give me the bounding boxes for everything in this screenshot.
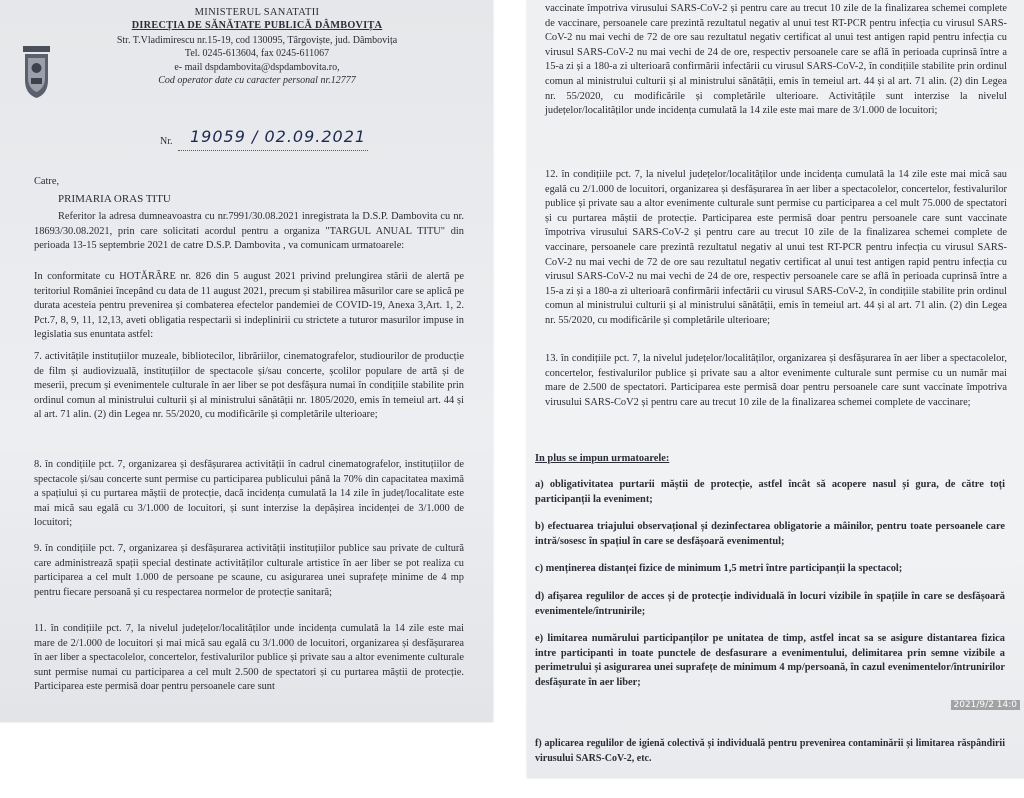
paragraph-intro: Referitor la adresa dumneavoastra cu nr.7991/30.08.2021 inregistrata la D.S.P. Dambovita cu nr. 18693/30.08.2021, prin care solicitati acordul pentru a organiza "TARGUL ANUAL TITU" din perioada 13-15 septembrie 2021 de catre D.S.P. Dambovita , va comunicam urmatoarele: bbox=[34, 211, 464, 252]
registration-number bbox=[160, 128, 380, 156]
paragraph-point-13: 13. în condițiile pct. 7, la nivelul județelor/localităților, organizarea și desfășurarea în aer liber a spectacolelor, concertelor, festivalurilor publice și private sau a altor evenimente culturale sunt permise cu un număr mai mare de 2.500 de spectatori. Participarea este permisă doar pentru persoanele care sunt vaccinate împotriva virusului SARS-CoV2 și pentru care au trecut 10 zile de la finalizarea schemei complete de vaccinare; bbox=[545, 353, 1007, 408]
document-page-right bbox=[527, 0, 1024, 778]
paragraph-point-11-continued: vaccinate împotriva virusului SARS-CoV-2 și pentru care au trecut 10 zile de la finalizarea schemei complete de vaccinare, persoanele care prezintă rezultatul negativ al unui test RT-PCR pentru infecția cu virusul SARS-CoV-2 nu mai vechi de 72 de ore sau rezultatul negativ certificat al unui test antigen rapid pentru infecția cu virusul SARS-CoV-2 nu mai vechi de 24 de ore, respectiv persoanele care se află în perioada cuprinsă între a 15-a zi și a 180-a zi ulterioară confirmării infectării cu virusul SARS-CoV-2, în condițiile stabilite prin ordinul comun al ministrului culturii și al ministrului sănătății, emis în temeiul art. 44 și al art. 71 alin. (2) din Legea nr. 55/2020, cu modificările și completările ulterioare. Activitățile sunt interzise la nivelul județelor/localităților unde incidența cumulată la 14 zile este mai mare de 3/1.000 de locuitori; bbox=[545, 3, 1007, 117]
paragraph-point-8: 8. în condițiile pct. 7, organizarea și desfășurarea activității în cadrul cinematografelor, instituțiilor de spectacole și/sau concerte sunt permise cu participarea publicului până la 70% din capacitatea maximă a spațiului și cu purtarea măștii de protecție, dacă incidența cumulată la 14 zile în județ/localitate este mai mică sau egală cu 3/1.000 de locuitori, și sunt interzise la depășirea incidenței de 3/1.000 de locuitori; bbox=[34, 459, 464, 529]
nr-handwritten-value: 19059 / 02.09.2021 bbox=[190, 127, 367, 146]
measure-d: d) afișarea regulilor de acces și de protecție individuală în locuri vizibile în spațiile în care se desfășoară evenimentele/întrunirile; bbox=[535, 591, 1005, 617]
directorate-name: DIRECȚIA DE SĂNĂTATE PUBLICĂ DÂMBOVIȚA bbox=[131, 20, 383, 31]
phone-fax: Tel. 0245-613604, fax 0245-611067 bbox=[184, 48, 330, 59]
measure-f: f) aplicarea regulilor de igienă colectivă și individuală pentru prevenirea contaminării și limitarea răspândirii virusului SARS-CoV-2, etc. bbox=[535, 738, 1005, 764]
nr-label: Nr. bbox=[160, 136, 173, 147]
paragraph-point-11: 11. în condițiile pct. 7, la nivelul județelor/localităților unde incidența cumulată la 14 zile este mai mare de 2/1.000 de locuitori și mai mică sau egală cu 3/1.000 de locuitori, organizarea și desfășurarea în aer liber a spectacolelor, concertelor, festivalurilor publice și private sau a altor evenimente culturale sunt permise numai cu participarea a cel mult 2.500 de spectatori și cu purtarea măștii de protecție. Participarea este permisă doar pentru persoanele care sunt bbox=[34, 623, 464, 693]
nr-dotted-line bbox=[178, 150, 368, 151]
address: Str. T.Vladimirescu nr.15-19, cod 130095, Târgoviște, jud. Dâmbovița bbox=[116, 35, 398, 46]
romania-coat-of-arms-icon bbox=[19, 44, 54, 102]
measure-e: e) limitarea numărului participanților pe unitatea de timp, astfel incat sa se asigure distantarea fizica intre participanti in toate punctele de desfasurare a evenimentului, delimitarea prin semne vizibile a perimetrului și asigurarea unei suprafețe de minimum 4 mp/persoană, în cazul evenimentelor/întrunirilor desfășurate în aer liber; bbox=[535, 633, 1005, 688]
paragraph-point-9: 9. în condițiile pct. 7, organizarea și desfășurarea activității instituțiilor publice sau private de cultură care administrează spații special destinate activităților culturale artistice în aer liber se pot realiza cu participarea a cel mult 1.000 de persoane pe scaune, cu asigurarea unei suprafețe minime de 4 mp pentru fiecare persoană și cu respectarea normelor de protecție sanitară; bbox=[34, 543, 464, 598]
email[interactable]: e- mail dspdambovita@dspdambovita.ro, bbox=[174, 62, 340, 73]
salutation: Catre, bbox=[34, 176, 60, 187]
operator-code: Cod operator date cu caracter personal nr.12777 bbox=[158, 75, 356, 86]
ministry-name: MINISTERUL SANATATII bbox=[194, 7, 320, 18]
measure-b: b) efectuarea triajului observațional și dezinfectarea obligatorie a mâinilor, pentru toate persoanele care intră/sosesc în spațiul în care se desfășoară evenimentul; bbox=[535, 521, 1005, 547]
recipient: PRIMARIA ORAS TITU bbox=[58, 193, 171, 205]
paragraph-legal-basis: In conformitate cu HOTĂRÂRE nr. 826 din 5 august 2021 privind prelungirea stării de alertă pe teritoriul României începând cu data de 11 august 2021, precum și stabilirea măsurilor care se aplică pe durata acesteia pentru prevenirea și combaterea efectelor pandemiei de COVID-19, Anexa 3,Art. 1, 2. Pct.7, 8, 9, 11, 12,13, aveti obligatia respectarii si indeplinirii cu strictete a tuturor masurilor impuse in legislatia sus enuntata astfel: bbox=[34, 271, 464, 341]
additional-measures-heading: In plus se impun urmatoarele: bbox=[535, 453, 670, 464]
paragraph-point-12: 12. în condițiile pct. 7, la nivelul județelor/localităților unde incidența cumulată la 14 zile este mai mică sau egală cu 2/1.000 de locuitori, organizarea și desfășurarea în aer liber a spectacolelor, concertelor, festivalurilor publice și private sau a altor evenimente culturale sunt permise cu participarea a cel mult 75.000 de spectatori și cu purtarea măștii de protecție. Participarea este permisă doar pentru persoanele care sunt vaccinate împotriva virusului SARS-CoV-2 și pentru care au trecut 10 zile de la finalizarea schemei complete de vaccinare, persoanele care prezintă rezultatul negativ al unui test RT-PCR pentru infecția cu virusul SARS-CoV-2 nu mai vechi de 72 de ore sau rezultatul negativ certificat al unui test antigen rapid pentru infecția cu virusul SARS-CoV-2 nu mai vechi de 24 de ore, respectiv persoanele care se află în perioada cuprinsă între a 15-a zi și a 180-a zi ulterioară confirmării infectării cu virusul SARS-CoV-2, în condițiile stabilite prin ordinul comun al ministrului culturii și al ministrului sănătății, emis în temeiul art. 44 și al art. 71 alin. (2) din Legea nr. 55/2020, cu modificările și completările ulterioare; bbox=[545, 169, 1007, 326]
paragraph-point-7: 7. activitățile instituțiilor muzeale, bibliotecilor, librăriilor, cinematografelor, studiourilor de producție de film și audiovizuală, instituțiilor de spectacole și/sau concerte, școlilor populare de artă și de meserii, precum și evenimentele culturale în aer liber se pot desfășura numai în condițiile stabilite prin ordinul comun al ministrului culturii și al ministrului sănătății nr. 1805/2020, emis în temeiul art. 44 și al art. 71 alin. (2) din Legea nr. 55/2020, cu modificările și completările ulterioare; bbox=[34, 351, 464, 421]
measure-a: a) obligativitatea purtarii măștii de protecție, astfel încât să acopere nasul și gura, de către toți participanții la eveniment; bbox=[535, 479, 1005, 505]
document-page-left bbox=[0, 0, 493, 722]
measure-c: c) menținerea distanței fizice de minimum 1,5 metri între participanții la spectacol; bbox=[535, 563, 903, 574]
photo-timestamp: 2021/9/2 14:0 bbox=[951, 700, 1021, 710]
